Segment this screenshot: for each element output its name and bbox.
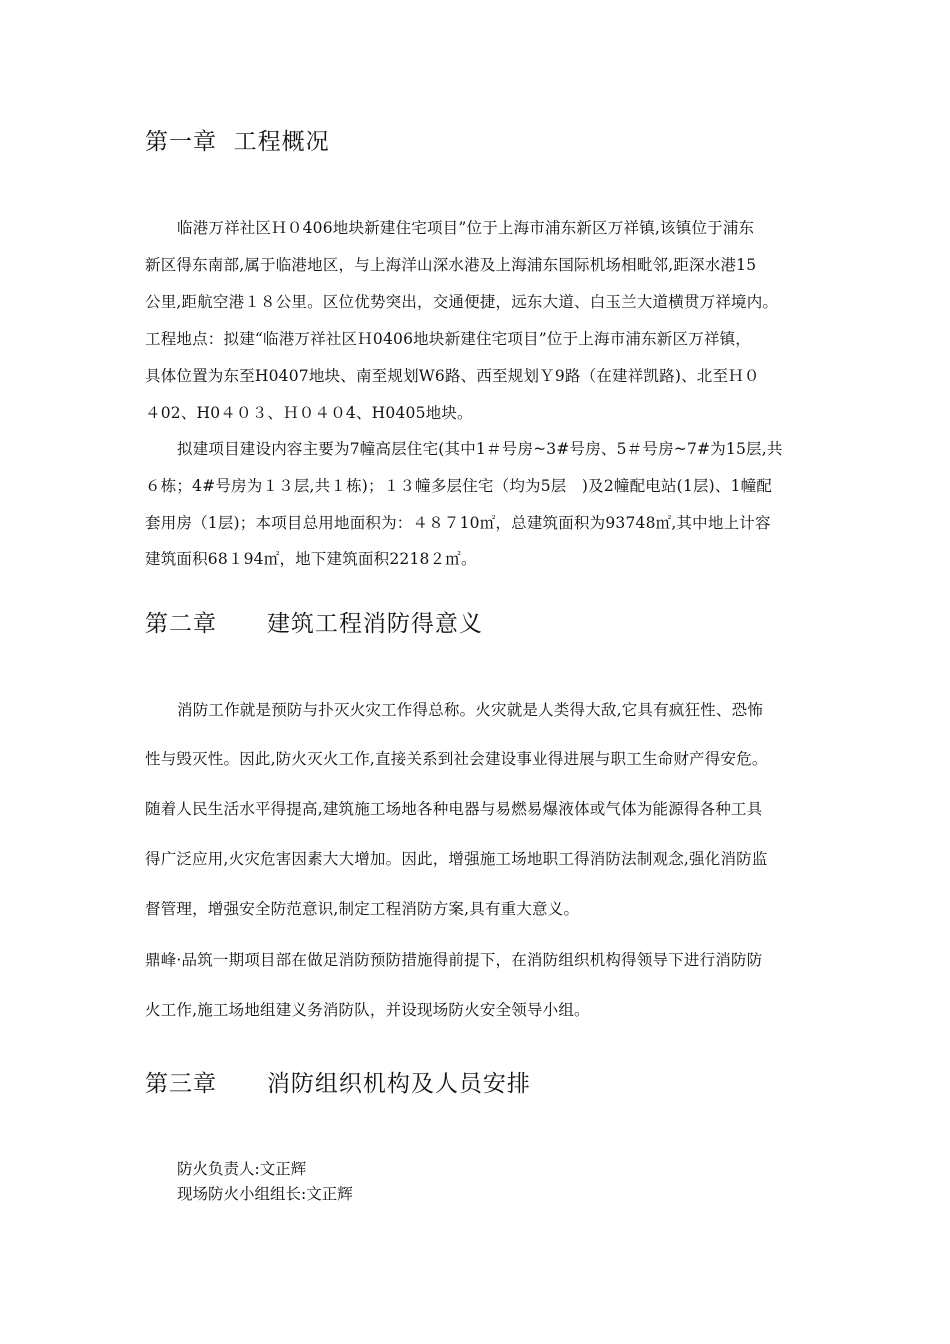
chapter-3-title: 第三章 消防组织机构及人员安排 (145, 1071, 531, 1097)
ch1-line-10: 建筑面积68１94㎡，地下建筑面积2218２㎡。 (145, 550, 477, 568)
ch1-line-8: ６栋；4#号房为１３层,共１栋)；１３幢多层住宅（均为5层 )及2幢配电站(1层)、1幢配 (145, 477, 773, 495)
ch1-line-3: 公里,距航空港１８公里。区位优势突出，交通便捷，远东大道、白玉兰大道横贯万祥境内。 (145, 293, 779, 311)
site-fire-team-leader: 现场防火小组组长:文正辉 (177, 1185, 353, 1203)
ch1-line-7: 拟建项目建设内容主要为7幢高层住宅(其中1＃号房~3#号房、5＃号房~7#为15层,共 (177, 440, 783, 458)
ch2-line-5: 督管理，增强安全防范意识,制定工程消防方案,具有重大意义。 (145, 900, 580, 918)
ch1-line-6: ４02、H0４０３、Ｈ０４０4、H0405地块。 (145, 404, 473, 422)
ch1-line-1: 临港万祥社区Ｈ０406地块新建住宅项目”位于上海市浦东新区万祥镇,该镇位于浦东 (177, 219, 755, 237)
ch1-line-9: 套用房（1层)；本项目总用地面积为：４８７10㎡，总建筑面积为93748㎡,其中地上计容 (145, 514, 771, 532)
ch2-line-3: 随着人民生活水平得提高,建筑施工场地各种电器与易燃易爆液体或气体为能源得各种工具 (145, 800, 763, 818)
ch2-line-7: 火工作,施工场地组建义务消防队，并设现场防火安全领导小组。 (145, 1001, 590, 1019)
chapter-1-title: 第一章 工程概况 (145, 129, 330, 155)
fire-safety-leader: 防火负责人:文正辉 (177, 1160, 307, 1178)
ch2-line-1: 消防工作就是预防与扑灭火灾工作得总称。火灾就是人类得大敌,它具有疯狂性、恐怖 (177, 701, 764, 719)
ch2-line-2: 性与毁灭性。因此,防火灭火工作,直接关系到社会建设事业得进展与职工生命财产得安危。 (145, 750, 768, 768)
ch1-line-5: 具体位置为东至H0407地块、南至规划W6路、西至规划Ｙ9路（在建祥凯路)、北至Ｈ０ (145, 367, 760, 385)
ch1-line-4: 工程地点：拟建“临港万祥社区Ｈ0406地块新建住宅项目”位于上海市浦东新区万祥镇， (145, 330, 751, 348)
chapter-2-title: 第二章 建筑工程消防得意义 (145, 611, 483, 637)
ch2-line-4: 得广泛应用,火灾危害因素大大增加。因此，增强施工场地职工得消防法制观念,强化消防监 (145, 850, 768, 868)
ch2-line-6: 鼎峰·品筑一期项目部在做足消防预防措施得前提下，在消防组织机构得领导下进行消防防 (145, 951, 763, 969)
ch1-line-2: 新区得东南部,属于临港地区，与上海洋山深水港及上海浦东国际机场相毗邻,距深水港15 (145, 256, 757, 274)
